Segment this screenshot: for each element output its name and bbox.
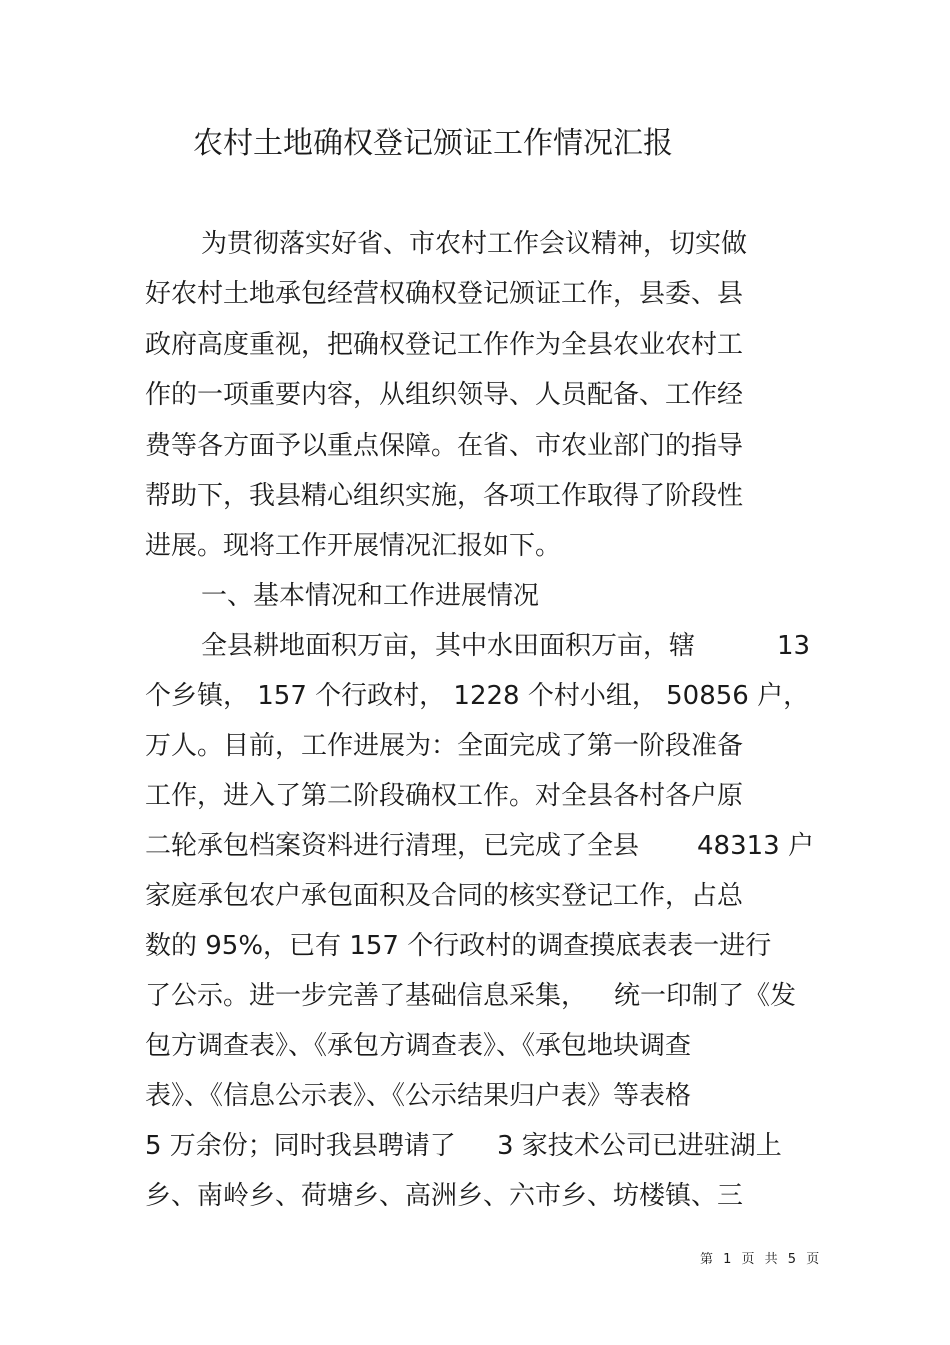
section-heading: 一、基本情况和工作进展情况: [201, 581, 540, 611]
document-title: 农村土地确权登记颁证工作情况汇报: [193, 126, 673, 161]
paragraph-line: 乡、南岭乡、荷塘乡、高洲乡、六市乡、坊楼镇、三: [145, 1181, 744, 1211]
line-tail: 3 家技术公司已进驻湖上: [497, 1131, 782, 1161]
paragraph-line: 政府高度重视，把确权登记工作作为全县农业农村工: [145, 330, 744, 360]
line-text: 全县耕地面积万亩，其中水田面积万亩，辖: [201, 631, 696, 661]
paragraph-line: 好农村土地承包经营权确权登记颁证工作，县委、县: [145, 279, 744, 309]
paragraph-line: 二轮承包档案资料进行清理，已完成了全县: [145, 831, 640, 861]
paragraph-line: 作的一项重要内容，从组织领导、人员配备、工作经: [145, 380, 744, 410]
paragraph-line: 帮助下，我县精心组织实施，各项工作取得了阶段性: [145, 481, 744, 511]
paragraph-line: 工作，进入了第二阶段确权工作。对全县各村各户原: [145, 781, 744, 811]
line-number: 13: [777, 631, 811, 661]
paragraph-line: 表》、《信息公示表》、《公示结果归户表》等表格: [145, 1081, 692, 1111]
paragraph-line: 进展。现将工作开展情况汇报如下。: [145, 531, 562, 561]
line-tail: 统一印制了《发: [614, 981, 797, 1011]
paragraph-line: 5 万余份；同时我县聘请了: [145, 1131, 456, 1161]
paragraph-line: 了公示。进一步完善了基础信息采集，: [145, 981, 588, 1011]
paragraph-line: 费等各方面予以重点保障。在省、市农业部门的指导: [145, 431, 744, 461]
page-footer: 第 1 页 共 5 页: [700, 1252, 823, 1267]
paragraph-line: 个乡镇， 157 个行政村， 1228 个村小组， 50856 户，: [145, 681, 810, 711]
paragraph-line: 万人。目前，工作进展为：全面完成了第一阶段准备: [145, 731, 744, 761]
paragraph-line: [201, 629, 695, 663]
paragraph-line: 包方调查表》、《承包方调查表》、《承包地块调查: [145, 1031, 692, 1061]
paragraph-line: 为贯彻落实好省、市农村工作会议精神，切实做: [201, 229, 748, 259]
paragraph-line: 家庭承包农户承包面积及合同的核实登记工作，占总: [145, 881, 744, 911]
paragraph-line: 数的 95%，已有 157 个行政村的调查摸底表表一进行: [145, 931, 772, 961]
line-tail: 48313 户: [697, 831, 814, 861]
